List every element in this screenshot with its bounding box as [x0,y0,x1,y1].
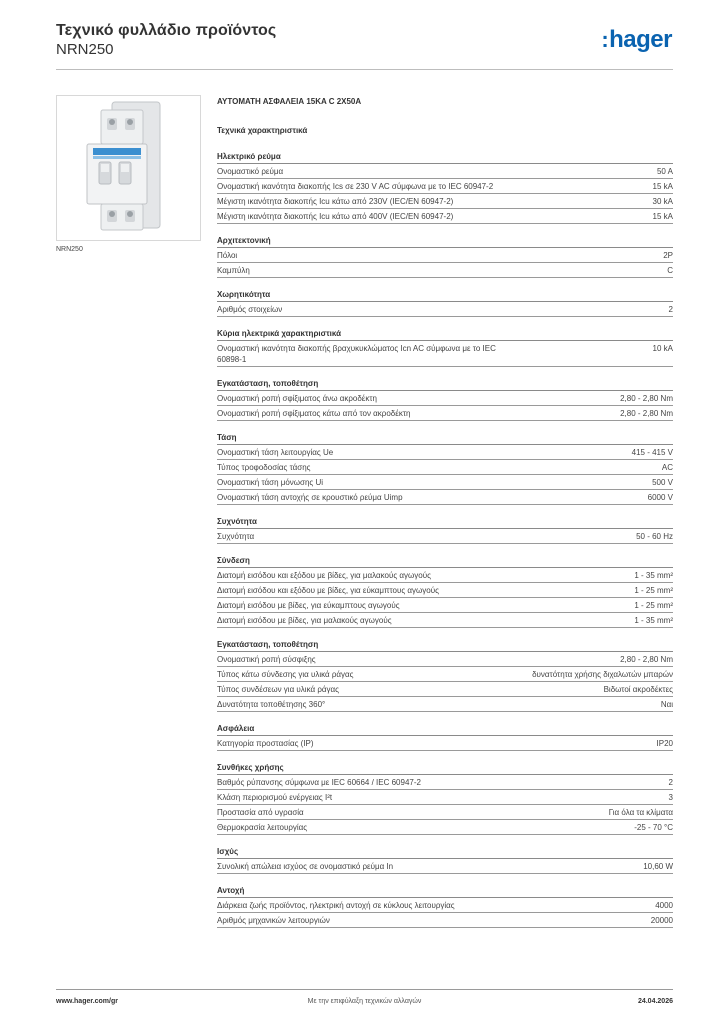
page-header [56,22,672,72]
spec-row [217,194,673,209]
spec-value: 20000 [650,916,673,925]
section-title: Συχνότητα [217,515,673,529]
spec-row [217,529,673,544]
footer-disclaimer: Με την επιφύλαξη τεχνικών αλλαγών [307,998,422,1005]
spec-label: Ονομαστική ροπή σύσφιξης [217,655,316,664]
section-title: Αρχιτεκτονική [217,234,673,248]
spec-label: Προστασία από υγρασία [217,808,304,817]
spec-label: Θερμοκρασία λειτουργίας [217,823,308,832]
spec-value: 50 - 60 Hz [636,532,673,541]
spec-row [217,652,673,667]
spec-value: 2 [668,778,673,787]
spec-value: 2P [663,251,673,260]
section-title: Κύρια ηλεκτρικά χαρακτηριστικά [217,327,673,341]
spec-value: 1 - 25 mm² [634,586,673,595]
spec-row [217,805,673,820]
spec-section [217,234,673,278]
spec-section [217,377,673,421]
spec-value: 2 [668,305,673,314]
section-title: Εγκατάσταση, τοποθέτηση [217,377,673,391]
spec-section [217,638,673,712]
spec-value: 10,60 W [643,862,673,871]
spec-label: Ονομαστική τάση λειτουργίας Ue [217,448,334,457]
spec-value: 1 - 25 mm² [634,601,673,610]
spec-value: 4000 [655,901,673,910]
section-title: Ασφάλεια [217,722,673,736]
specification-sections [217,150,673,928]
spec-value: 2,80 - 2,80 Nm [620,409,673,418]
spec-row [217,164,673,179]
spec-value: Για όλα τα κλίματα [608,808,673,817]
spec-label: Μέγιστη ικανότητα διακοπής Icu κάτω από 230V (IEC/EN 60947-2) [217,197,454,206]
spec-label: Δυνατότητα τοποθέτησης 360° [217,700,326,709]
spec-row [217,913,673,928]
spec-value: C [667,266,673,275]
spec-label: Διατομή εισόδου με βίδες, για μαλακούς αγωγούς [217,616,392,625]
spec-value: IP20 [656,739,673,748]
spec-label: Τύπος τροφοδοσίας τάσης [217,463,311,472]
product-image-caption: NRN250 [56,246,83,253]
product-image [56,95,201,241]
spec-label: Ονομαστική τάση αντοχής σε κρουστικό ρεύμα Uimp [217,493,403,502]
section-title: Χωρητικότητα [217,288,673,302]
spec-row [217,790,673,805]
spec-row [217,820,673,835]
spec-value: 500 V [652,478,673,487]
spec-row [217,583,673,598]
spec-row [217,775,673,790]
spec-section [217,554,673,628]
spec-row [217,179,673,194]
document-title: Τεχνικό φυλλάδιο προϊόντος [56,22,277,39]
spec-label: Μέγιστη ικανότητα διακοπής Icu κάτω από 400V (IEC/EN 60947-2) [217,212,454,221]
spec-label: Διάρκεια ζωής προϊόντος, ηλεκτρική αντοχή σε κύκλους λειτουργίας [217,901,455,910]
spec-value: Βιδωτοί ακροδέκτες [603,685,673,694]
spec-label: Κλάση περιορισμού ενέργειας I²t [217,793,333,802]
spec-section [217,761,673,835]
spec-section [217,288,673,317]
spec-label: Ονομαστικό ρεύμα [217,167,284,176]
spec-label: Ονομαστική τάση μόνωσης Ui [217,478,324,487]
spec-label: Διατομή εισόδου με βίδες, για εύκαμπτους αγωγούς [217,601,400,610]
footer-date: 24.04.2026 [637,998,673,1005]
header-divider [56,69,673,70]
spec-value: 10 kA [652,344,673,353]
product-name: ΑΥΤΟΜΑΤΗ ΑΣΦΑΛΕΙΑ 15KA C 2X50A [217,97,362,106]
spec-section [217,150,673,224]
spec-row [217,302,673,317]
spec-row [217,667,673,682]
spec-row [217,475,673,490]
section-title: Ισχύς [217,845,673,859]
spec-section [217,884,673,928]
spec-label: Τύπος συνδέσεων για υλικά ράγας [217,685,339,694]
footer-divider [56,989,673,990]
spec-section [217,327,673,367]
spec-row [217,598,673,613]
spec-row [217,445,673,460]
spec-row [217,391,673,406]
spec-label: Συνολική απώλεια ισχύος σε ονομαστικό ρεύμα In [217,862,394,871]
spec-value: AC [661,463,673,472]
spec-value: 3 [668,793,673,802]
spec-label: Αριθμός μηχανικών λειτουργιών [217,916,330,925]
section-title: Τάση [217,431,673,445]
spec-row [217,613,673,628]
section-title: Ηλεκτρικό ρεύμα [217,150,673,164]
spec-row [217,898,673,913]
spec-label: Ονομαστική ροπή σφίξιματος κάτω από τον ακροδέκτη [217,409,411,418]
spec-row [217,568,673,583]
section-title: Συνθήκες χρήσης [217,761,673,775]
circuit-breaker-illustration [57,96,200,240]
spec-row [217,490,673,505]
spec-section [217,515,673,544]
spec-value: 1 - 35 mm² [634,571,673,580]
spec-value: 15 kA [652,212,673,221]
spec-section [217,431,673,505]
product-code: NRN250 [56,41,114,58]
spec-label: Αριθμός στοιχείων [217,305,283,314]
spec-row [217,406,673,421]
spec-value: 50 A [656,167,673,176]
spec-label: Διατομή εισόδου και εξόδου με βίδες, για εύκαμπτους αγωγούς [217,586,439,595]
hager-logo: :hager [601,26,672,53]
section-title: Εγκατάσταση, τοποθέτηση [217,638,673,652]
specification-content [217,97,673,938]
spec-value: 2,80 - 2,80 Nm [620,394,673,403]
specifications-heading: Τεχνικά χαρακτηριστικά [217,126,308,135]
spec-label: Κατηγορία προστασίας (IP) [217,739,314,748]
spec-label: Βαθμός ρύπανσης σύμφωνα με IEC 60664 / IEC 60947-2 [217,778,421,787]
spec-label: Καμπύλη [217,266,250,275]
spec-row [217,209,673,224]
spec-value: 1 - 35 mm² [634,616,673,625]
spec-row [217,263,673,278]
spec-row [217,682,673,697]
spec-value: Ναι [660,700,673,709]
spec-label: Ονομαστική ικανότητα διακοπής βραχυκυκλώματος Icn AC σύμφωνα με το IEC 60898-1 [217,344,496,364]
spec-row [217,341,673,367]
spec-value: 415 - 415 V [631,448,673,457]
spec-section [217,845,673,874]
spec-row [217,460,673,475]
spec-row [217,248,673,263]
spec-value: δυνατότητα χρήσης διχαλωτών μπαρών [532,670,673,679]
spec-row [217,859,673,874]
spec-label: Διατομή εισόδου και εξόδου με βίδες, για μαλακούς αγωγούς [217,571,431,580]
spec-label: Ονομαστική ροπή σφίξιματος άνω ακροδέκτη [217,394,377,403]
spec-label: Ονομαστική ικανότητα διακοπής Ics σε 230 V AC σύμφωνα με το IEC 60947-2 [217,182,494,191]
spec-row [217,697,673,712]
spec-value: 2,80 - 2,80 Nm [620,655,673,664]
spec-label: Πόλοι [217,251,238,260]
spec-value: 6000 V [647,493,673,502]
spec-value: 15 kA [652,182,673,191]
spec-value: 30 kA [652,197,673,206]
spec-label: Συχνότητα [217,532,255,541]
footer-website-link[interactable]: www.hager.com/gr [56,998,118,1005]
spec-section [217,722,673,751]
section-title: Αντοχή [217,884,673,898]
spec-label: Τύπος κάτω σύνδεσης για υλικά ράγας [217,670,354,679]
spec-row [217,736,673,751]
section-title: Σύνδεση [217,554,673,568]
spec-value: -25 - 70 °C [634,823,673,832]
